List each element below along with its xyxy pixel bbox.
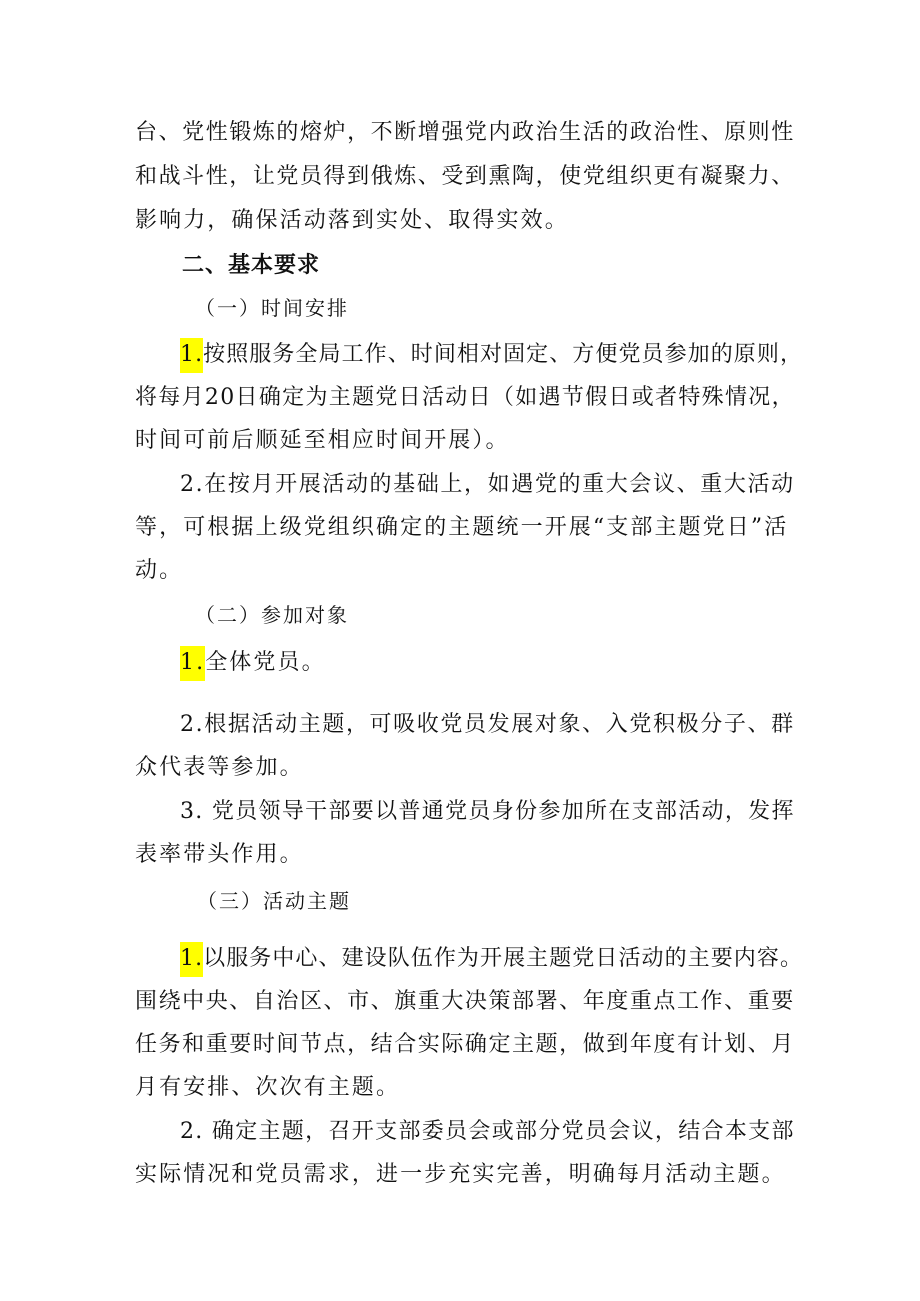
subsection-heading: （三）活动主题 [197,889,351,913]
text-line: 实际情况和党员需求，进一步充实完善，明确每月活动主题。 [135,1162,786,1187]
paragraph-first-line [180,340,803,370]
text-run: 按照服务全局工作、时间相对固定、方便党员参加的原则， [203,342,804,367]
text-line: 月有安排、次次有主题。 [135,1075,401,1100]
text-run: 全体党员。 [205,650,326,675]
text-line: 众代表等参加。 [135,755,304,780]
text-line: 3. 党员领导干部要以普通党员身份参加所在支部活动，发挥 [180,799,795,824]
text-line: 等，可根据上级党组织确定的主题统一开展“支部主题党日”活 [135,515,789,540]
text-line: 2.根据活动主题，可吸收党员发展对象、入党积极分子、群 [180,712,795,737]
text-run: 以服务中心、建设队伍作为开展主题党日活动的主要内容。 [203,946,804,971]
text-line: 表率带头作用。 [135,842,304,867]
text-line: 动。 [135,558,184,583]
text-line: 将每月20日确定为主题党日活动日（如遇节假日或者特殊情况， [135,385,795,410]
paragraph-first-line [180,944,803,974]
text-line: 2. 确定主题，召开支部委员会或部分党员会议，结合本支部 [180,1119,795,1144]
text-line: 台、党性锻炼的熔炉，不断增强党内政治生活的政治性、原则性 [135,120,795,145]
highlighted-item-number: 1. [180,942,203,977]
text-line: 2.在按月开展活动的基础上，如遇党的重大会议、重大活动 [180,472,795,497]
subsection-heading: （二）参加对象 [195,603,349,627]
highlighted-item-number: 1. [180,338,203,373]
paragraph-first-line [180,648,326,678]
section-heading: 二、基本要求 [182,253,321,278]
highlighted-item-number: 1. [180,646,205,681]
text-line: 任务和重要时间节点，结合实际确定主题，做到年度有计划、月 [135,1032,795,1057]
text-line: 时间可前后顺延至相应时间开展）。 [135,428,510,453]
text-line: 影响力，确保活动落到实处、取得实效。 [135,208,569,233]
text-line: 和战斗性，让党员得到俄炼、受到熏陶，使党组织更有凝聚力、 [135,164,795,189]
text-line: 围绕中央、自治区、市、旗重大决策部署、年度重点工作、重要 [135,989,795,1014]
subsection-heading: （一）时间安排 [195,296,349,320]
